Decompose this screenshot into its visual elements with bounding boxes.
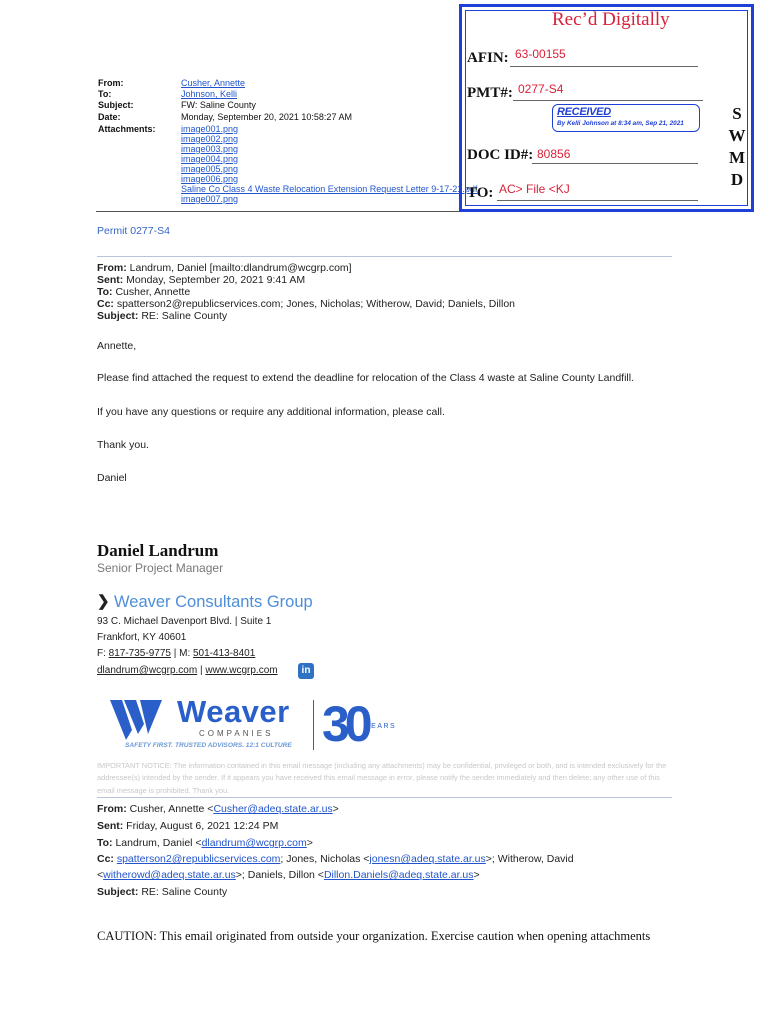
attachment-link[interactable]: Saline Co Class 4 Waste Relocation Extension Request Letter 9-17-21.pdf [181,184,478,194]
received-badge [552,104,700,132]
signature-company: Weaver Consultants Group [114,593,313,611]
email2-to-end: > [306,837,313,849]
header-date-label: Date: [98,112,121,122]
stamp-side-letter: S [732,104,742,123]
stamp-docid-line [532,163,698,164]
stamp-afin-line [510,66,698,67]
attachment-link[interactable]: image006.png [181,174,239,184]
email1-from-label: From: [97,262,127,274]
email1-signoff: Daniel [97,472,127,484]
email1-to [97,286,190,298]
received-by: By Kelli Johnson at 8:34 am, Sep 21, 2021 [557,120,684,127]
stamp-docid-value: 80856 [537,147,571,161]
signature-phones [97,648,255,659]
email2-sent [97,820,278,832]
email1-cc [97,298,515,310]
signature-title: Senior Project Manager [97,561,224,575]
email1-cc-label: Cc: [97,298,114,310]
email1-to-value: Cusher, Annette [112,286,191,298]
attachment-link[interactable]: image004.png [181,154,239,164]
signature-contacts [97,665,278,676]
attachment-link[interactable]: image001.png [181,124,239,134]
email1-sent-label: Sent: [97,274,124,286]
attachment-link[interactable]: image005.png [181,164,239,174]
email2-cc-text: >; Witherow, David [485,853,574,865]
email2-subject [97,886,227,898]
email2-cc-text: >; Daniels, Dillon < [235,869,324,881]
email2-to-email[interactable]: dlandrum@wcgrp.com [201,837,307,849]
email1-cc-value: spatterson2@republicservices.com; Jones, Nicholas; Witherow, David; Daniels, Dillon [113,298,515,310]
stamp-side-letter: D [730,170,744,189]
stamp-to-line [497,200,698,201]
attachment-link[interactable]: image007.png [181,194,239,204]
header-divider [96,211,466,212]
anniversary-word: YEARS [365,723,397,730]
signature-email-link[interactable]: dlandrum@wcgrp.com [97,665,198,676]
stamp-to-value: AC> File <KJ [499,182,570,196]
contact-separator: | [197,665,206,676]
attachment-link[interactable]: image002.png [181,134,239,144]
stamp-title: Rec’d Digitally [552,9,670,30]
email1-paragraph: If you have any questions or require any additional information, please call. [97,406,445,418]
email1-sent-value: Monday, September 20, 2021 9:41 AM [123,274,306,286]
weaver-logo-sub: COMPANIES [199,729,274,738]
signature-website-link[interactable]: www.wcgrp.com [205,665,278,676]
stamp-pmt-value: 0277-S4 [518,82,564,96]
email1-from [97,262,352,274]
email2-cc-text: < [97,869,104,881]
email2-to [97,837,313,849]
email2-sent-value: Friday, August 6, 2021 12:24 PM [123,820,279,832]
stamp-pmt-line [513,100,703,101]
email2-cc-text: ; Jones, Nicholas < [280,853,370,865]
email-separator [97,256,672,257]
weaver-logo-word: Weaver [177,694,290,729]
phone-f-link[interactable]: 817-735-9775 [108,648,171,659]
permit-line: Permit 0277-S4 [97,225,170,237]
attachment-link[interactable]: image003.png [181,144,239,154]
stamp-pmt-label: PMT#: [467,85,513,101]
header-subject-label: Subject: [98,100,134,110]
email2-from-email[interactable]: Cusher@adeq.state.ar.us [213,803,333,815]
email2-from-end: > [332,803,339,815]
email1-sent [97,274,305,286]
stamp-docid-label: DOC ID#: [467,147,534,163]
email2-to-name: Landrum, Daniel < [112,837,202,849]
email2-to-label: To: [97,837,113,849]
header-from-label: From: [98,78,124,88]
email1-thanks: Thank you. [97,439,149,451]
linkedin-icon[interactable]: in [298,663,314,679]
email1-greeting: Annette, [97,340,137,352]
logo-divider [313,700,314,750]
email2-cc-email[interactable]: Dillon.Daniels@adeq.state.ar.us [323,869,474,881]
caution-banner: CAUTION: This email originated from outside your organization. Exercise caution when opening attachments [97,929,651,943]
email1-to-label: To: [97,286,113,298]
received-title: RECEIVED [557,106,611,118]
email2-cc-email[interactable]: spatterson2@republicservices.com [116,853,281,865]
email2-cc-text: > [473,869,480,881]
header-from-value[interactable]: Cusher, Annette [181,78,246,88]
email2-cc [97,853,574,865]
email2-from-name: Cusher, Annette < [126,803,214,815]
header-date-value: Monday, September 20, 2021 10:58:27 AM [181,112,352,122]
phone-m-link[interactable]: 501-413-8401 [193,648,256,659]
header-subject-value: FW: Saline County [181,100,256,110]
header-to-label: To: [98,89,112,99]
email2-subject-label: Subject: [97,886,139,898]
email1-subject [97,310,227,322]
signature-address2: Frankfort, KY 40601 [97,632,187,643]
stamp-afin-label: AFIN: [467,50,509,66]
stamp-to-label: TO: [467,185,494,201]
stamp-side-letter: W [728,126,746,145]
stamp-afin-value: 63-00155 [515,47,566,61]
email2-subject-value: RE: Saline County [138,886,228,898]
email2-sent-label: Sent: [97,820,124,832]
email2-cc-label: Cc: [97,853,114,865]
email1-subject-value: RE: Saline County [138,310,228,322]
email2-cc-cont [97,869,480,881]
weaver-logo-mark-icon [110,700,162,740]
anniversary-number: 30 [322,696,368,752]
email-separator [97,797,672,798]
chevron-right-icon: ❯ [97,593,110,610]
email2-from [97,803,339,815]
signature-address1: 93 C. Michael Davenport Blvd. | Suite 1 [97,616,272,627]
weaver-logo-tagline: SAFETY FIRST. TRUSTED ADVISORS. 12:1 CULTURE [125,742,292,749]
signature-name: Daniel Landrum [97,541,219,560]
email1-paragraph: Please find attached the request to extend the deadline for relocation of the Class 4 waste at Saline County Landfill. [97,372,635,384]
email1-subject-label: Subject: [97,310,139,322]
legal-notice: IMPORTANT NOTICE: The information contained in this email message (including any attachments) may be confidential, privileged or both, and is intended exclusively for the addressee(s) intended by the sender. If it appears you have received this email message in error, please notify the sender immediately and then delete; any other use of this email message is prohibited. Thank you. [97,761,667,795]
email2-from-label: From: [97,803,127,815]
email1-from-value: Landrum, Daniel [mailto:dlandrum@wcgrp.com] [126,262,352,274]
phone-separator: | M: [170,648,193,659]
header-attachments-label: Attachments: [98,124,156,134]
stamp-side-letter: M [728,148,746,167]
email2-cc-email[interactable]: witherowd@adeq.state.ar.us [103,869,236,881]
phone-f-label: F: [97,648,109,659]
email2-cc-email[interactable]: jonesn@adeq.state.ar.us [369,853,486,865]
header-to-value[interactable]: Johnson, Kelli [181,89,238,99]
